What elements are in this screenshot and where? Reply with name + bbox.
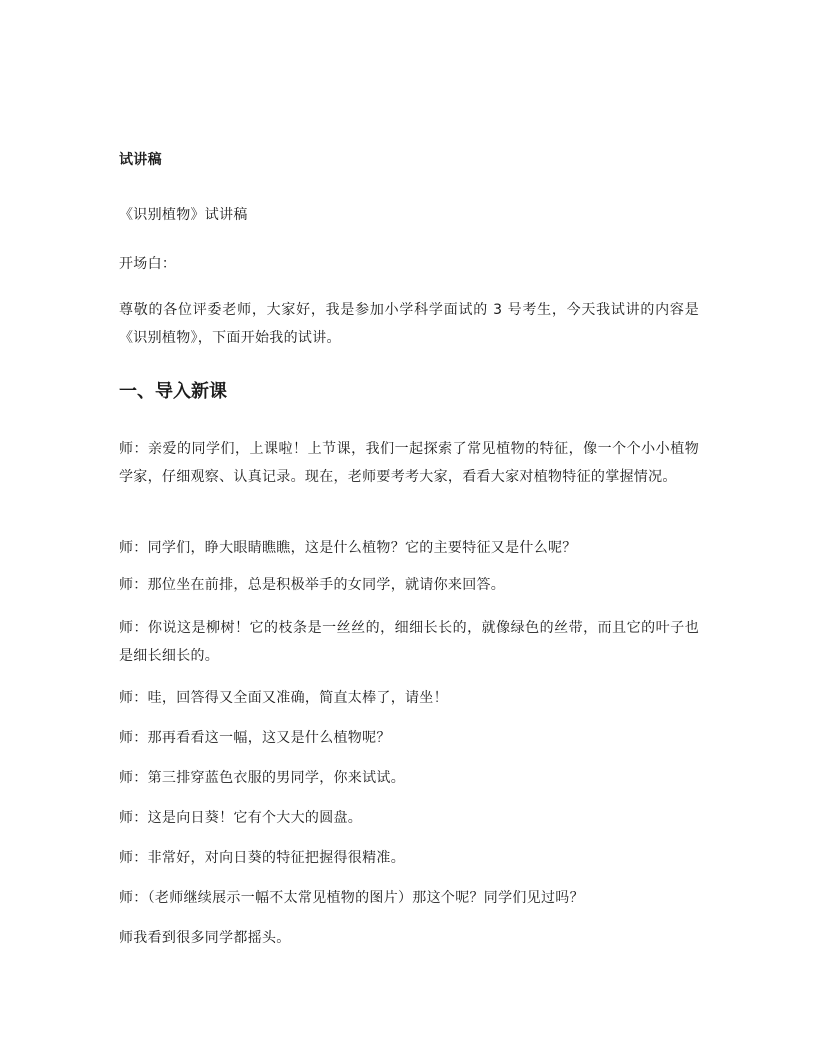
section-heading-intro: 一、导入新课 (119, 381, 227, 402)
document-header: 试讲稿 (119, 152, 162, 168)
dialogue-paragraph: 师：那位坐在前排，总是积极举手的女同学，就请你来回答。 (119, 577, 506, 593)
dialogue-paragraph: 师：非常好，对向日葵的特征把握得很精准。 (119, 850, 405, 866)
opening-label: 开场白： (119, 256, 177, 272)
dialogue-paragraph: 师：亲爱的同学们，上课啦！上节课，我们一起探索了常见植物的特征，像一个个小小植物学家，仔细观察、认真记录。现在，老师要考考大家，看看大家对植物特征的掌握情况。 (119, 441, 699, 485)
dialogue-paragraph: 师：同学们，睁大眼睛瞧瞧，这是什么植物？它的主要特征又是什么呢？ (119, 540, 577, 556)
document-title: 《识别植物》试讲稿 (119, 207, 248, 223)
dialogue-paragraph: 师：你说这是柳树！它的枝条是一丝丝的，细细长长的，就像绿色的丝带，而且它的叶子也是细长细长的。 (119, 620, 699, 664)
dialogue-paragraph: 师：那再看看这一幅，这又是什么植物呢？ (119, 730, 391, 746)
dialogue-paragraph: 师：第三排穿蓝色衣服的男同学，你来试试。 (119, 770, 405, 786)
dialogue-paragraph: 师：（老师继续展示一幅不太常见植物的图片）那这个呢？同学们见过吗？ (119, 890, 584, 906)
opening-paragraph: 尊敬的各位评委老师，大家好，我是参加小学科学面试的 3 号考生，今天我试讲的内容是《识别植物》，下面开始我的试讲。 (119, 302, 699, 346)
dialogue-paragraph: 师：哇，回答得又全面又准确，简直太棒了，请坐！ (119, 690, 448, 706)
dialogue-paragraph: 师我看到很多同学都摇头。 (119, 930, 291, 946)
dialogue-paragraph: 师：这是向日葵！它有个大大的圆盘。 (119, 810, 363, 826)
